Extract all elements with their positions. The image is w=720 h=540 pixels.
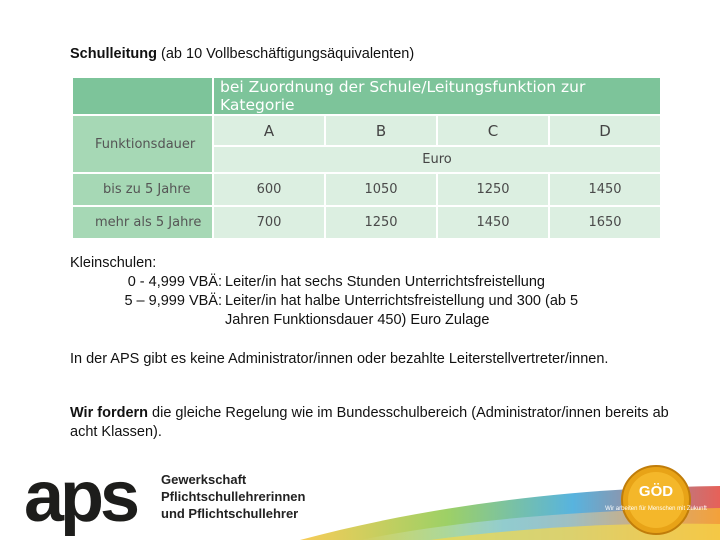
table-cell: 1250 — [326, 207, 436, 238]
demand-bold: Wir fordern — [70, 405, 149, 421]
list-item — [70, 292, 579, 311]
heading-bold: Schulleitung — [70, 46, 157, 62]
small-schools-title: Kleinschulen: — [70, 255, 157, 271]
union-line: Pflichtschullehrerinnen — [161, 489, 306, 504]
list-item-continued — [70, 311, 490, 330]
table-cell: 600 — [214, 174, 324, 205]
row-label: bis zu 5 Jahre — [73, 174, 212, 205]
demand-rest: die gleiche Regelung wie im Bundesschulbereich (Administrator/innen bereits ab acht Klassen). — [70, 405, 669, 440]
table-cell: 1650 — [550, 207, 660, 238]
unit-label: Euro — [214, 147, 660, 172]
table-cell: 700 — [214, 207, 324, 238]
union-line: Gewerkschaft — [161, 472, 247, 487]
table-cell: 1250 — [438, 174, 548, 205]
range-label: 5 – 9,999 VBÄ: — [124, 293, 222, 309]
union-name — [161, 471, 305, 522]
table-cell: 1450 — [438, 207, 548, 238]
table-header: bei Zuordnung der Schule/Leitungsfunktion zur Kategorie — [214, 78, 660, 114]
range-description-cont: Jahren Funktionsdauer 450) Euro Zulage — [225, 312, 490, 328]
aps-note: In der APS gibt es keine Administrator/innen oder bezahlte Leiterstellvertreter/innen. — [70, 351, 609, 367]
range-description: Leiter/in hat sechs Stunden Unterrichtsfreistellung — [225, 274, 545, 290]
table-cell: 1050 — [326, 174, 436, 205]
demand-paragraph — [70, 404, 690, 442]
table-row — [73, 174, 660, 205]
badge-title: GÖD — [638, 483, 674, 500]
table-cell: 1450 — [550, 174, 660, 205]
category-a: A — [214, 116, 324, 145]
salary-table — [71, 76, 662, 240]
union-line: und Pflichtschullehrer — [161, 506, 299, 521]
row-label-header: Funktionsdauer — [73, 116, 212, 172]
table-corner — [73, 78, 212, 114]
range-label: 0 - 4,999 VBÄ: — [127, 274, 222, 290]
category-d: D — [550, 116, 660, 145]
heading-rest: (ab 10 Vollbeschäftigungsäquivalenten) — [157, 46, 415, 62]
small-schools-section — [70, 254, 579, 330]
goed-badge-icon — [605, 464, 707, 536]
category-b: B — [326, 116, 436, 145]
range-description: Leiter/in hat halbe Unterrichtsfreistellung und 300 (ab 5 — [225, 293, 579, 309]
badge-subtitle: Wir arbeiten für Menschen mit Zukunft — [605, 506, 707, 512]
table-row — [73, 207, 660, 238]
aps-logo: aps — [24, 457, 137, 537]
list-item — [70, 273, 545, 292]
row-label: mehr als 5 Jahre — [73, 207, 212, 238]
category-c: C — [438, 116, 548, 145]
page-heading — [70, 46, 414, 62]
